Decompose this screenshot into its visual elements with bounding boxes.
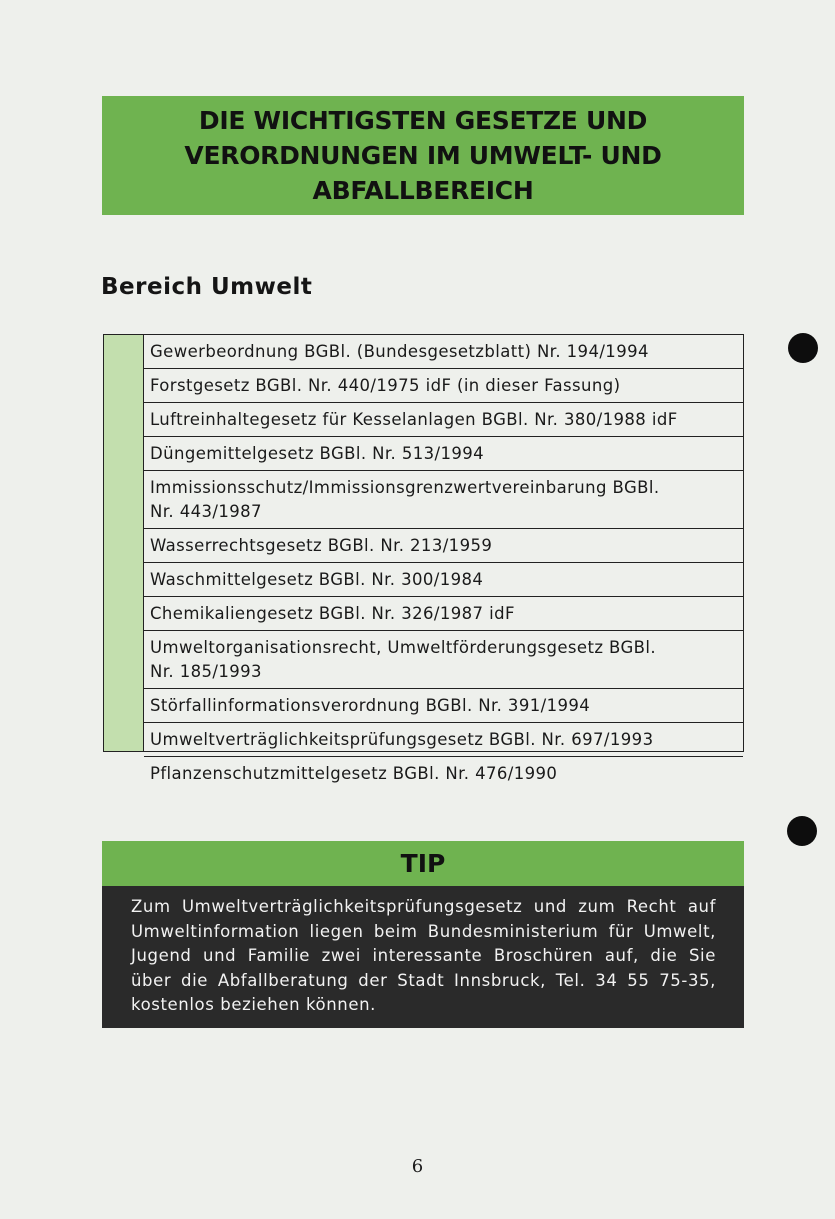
page-title bbox=[184, 103, 661, 208]
law-row: Chemikaliengesetz BGBl. Nr. 326/1987 idF bbox=[144, 597, 743, 631]
law-row: Waschmittelgesetz BGBl. Nr. 300/1984 bbox=[144, 563, 743, 597]
law-row: Wasserrechtsgesetz BGBl. Nr. 213/1959 bbox=[144, 529, 743, 563]
law-row: Pflanzenschutzmittelgesetz BGBl. Nr. 476/1990 bbox=[150, 764, 558, 783]
title-line-2: VERORDNUNGEN IM UMWELT- UND bbox=[184, 141, 662, 170]
law-row: Immissionsschutz/Immissionsgrenzwertvereinbarung BGBl. Nr. 443/1987 bbox=[144, 471, 743, 529]
law-rows bbox=[144, 335, 743, 783]
law-row: Forstgesetz BGBl. Nr. 440/1975 idF (in dieser Fassung) bbox=[144, 369, 743, 403]
tip-header bbox=[102, 841, 744, 886]
law-row: Luftreinhaltegesetz für Kesselanlagen BGBl. Nr. 380/1988 idF bbox=[144, 403, 743, 437]
law-row: Umweltverträglichkeitsprüfungsgesetz BGBl. Nr. 697/1993 bbox=[144, 723, 743, 757]
law-table bbox=[103, 334, 744, 783]
law-row: Düngemittelgesetz BGBl. Nr. 513/1994 bbox=[144, 437, 743, 471]
page-number: 6 bbox=[411, 1156, 424, 1177]
title-banner bbox=[102, 96, 744, 215]
punch-hole-icon bbox=[788, 333, 818, 363]
law-row: Gewerbeordnung BGBl. (Bundesgesetzblatt) Nr. 194/1994 bbox=[144, 335, 743, 369]
law-row: Umweltorganisationsrecht, Umweltförderungsgesetz BGBl. Nr. 185/1993 bbox=[144, 631, 743, 689]
side-label bbox=[104, 335, 144, 751]
punch-hole-icon bbox=[787, 816, 817, 846]
title-line-3: ABFALLBEREICH bbox=[312, 176, 534, 205]
section-heading: Bereich Umwelt bbox=[101, 274, 313, 300]
title-line-1: DIE WICHTIGSTEN GESETZE UND bbox=[198, 106, 648, 135]
tip-body: Zum Umweltverträglichkeitsprüfungsgesetz und zum Recht auf Umweltinformation liegen beim Bundesministerium für Umwelt, Jugend und Familie zwei interessante Broschüren auf, die Sie über die Abfallberatung der Stadt Innsbruck, Tel. 34 55 75-35, kostenlos beziehen können. bbox=[102, 886, 744, 1028]
law-row: Störfallinformationsverordnung BGBl. Nr. 391/1994 bbox=[144, 689, 743, 723]
tip-title: TIP bbox=[400, 849, 446, 878]
